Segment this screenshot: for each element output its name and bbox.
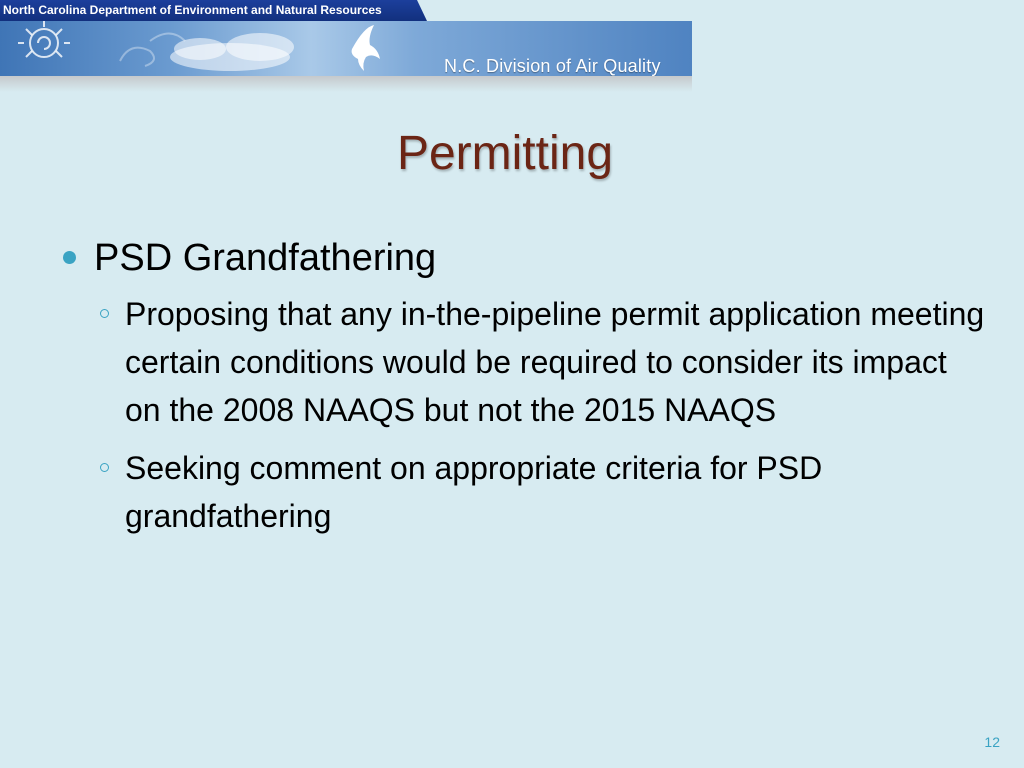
sun-swirl-icon [18,21,70,57]
bird-icon [352,25,380,71]
bullet-ring-icon [100,309,109,318]
page-number: 12 [984,734,1000,750]
bullet-dot-icon [63,251,76,264]
bullet-text: PSD Grandfathering [94,237,437,279]
sub-bullet [60,290,990,434]
bullet-ring-icon [100,463,109,472]
sub-bullet [60,444,990,540]
header-banner [0,0,692,92]
banner-shadow [0,76,692,92]
department-bar: North Carolina Department of Environment and Natural Resources [0,0,427,21]
cloud-icon [170,33,294,71]
sub-bullet-text: Seeking comment on appropriate criteria for PSD grandfathering [125,450,823,534]
slide-title: Permitting [396,127,614,180]
sky-band [0,21,692,76]
sub-bullet-text: Proposing that any in-the-pipeline permit application meeting certain conditions would be required to consider its impact on the 2008 NAAQS but not the 2015 NAAQS [125,296,985,428]
division-label: N.C. Division of Air Quality [444,56,661,76]
slide-content [60,230,990,540]
bullet-level-1 [60,230,990,286]
